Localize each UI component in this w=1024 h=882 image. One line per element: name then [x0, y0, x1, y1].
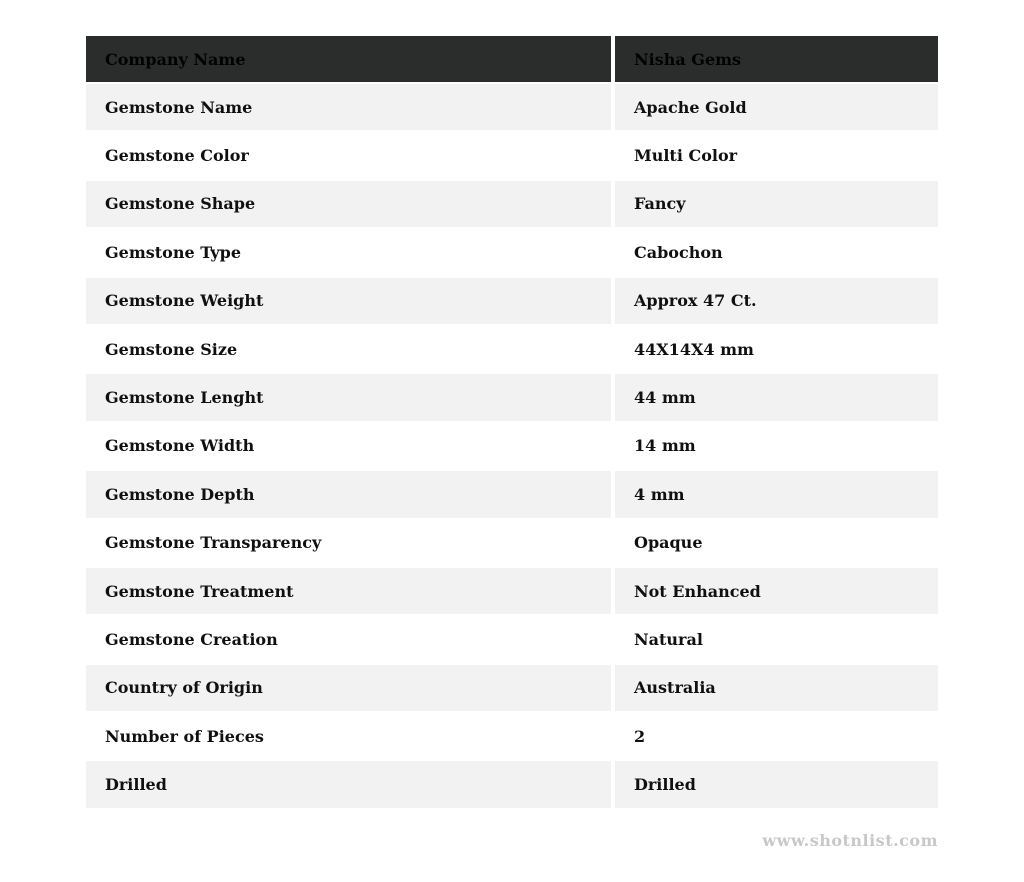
table-row	[86, 713, 938, 759]
row-label: Gemstone Shape	[86, 181, 611, 227]
row-value: Cabochon	[615, 229, 938, 275]
row-value: Apache Gold	[615, 84, 938, 130]
row-label: Number of Pieces	[86, 713, 611, 759]
row-value: Not Enhanced	[615, 568, 938, 614]
row-value: Multi Color	[615, 132, 938, 178]
table-row	[86, 132, 938, 178]
row-value: Natural	[615, 616, 938, 662]
row-label: Gemstone Creation	[86, 616, 611, 662]
table-row	[86, 568, 938, 614]
row-value: Fancy	[615, 181, 938, 227]
row-label: Drilled	[86, 761, 611, 807]
row-label: Gemstone Depth	[86, 471, 611, 517]
table-row	[86, 761, 938, 807]
table-row	[86, 84, 938, 130]
watermark-text: www.shotnlist.com	[762, 831, 938, 850]
row-label: Gemstone Type	[86, 229, 611, 275]
row-value: 2	[615, 713, 938, 759]
row-label: Gemstone Color	[86, 132, 611, 178]
table-row	[86, 181, 938, 227]
row-value: Opaque	[615, 520, 938, 566]
table-row	[86, 423, 938, 469]
table-row	[86, 471, 938, 517]
row-value: 4 mm	[615, 471, 938, 517]
table-row	[86, 665, 938, 711]
row-label: Gemstone Width	[86, 423, 611, 469]
row-label: Gemstone Name	[86, 84, 611, 130]
row-value: Drilled	[615, 761, 938, 807]
gemstone-spec-table	[86, 36, 938, 808]
table-row	[86, 278, 938, 324]
table-row	[86, 229, 938, 275]
row-value: 44X14X4 mm	[615, 326, 938, 372]
row-value: Approx 47 Ct.	[615, 278, 938, 324]
table-header-row	[86, 36, 938, 82]
table-row	[86, 374, 938, 420]
table-row	[86, 520, 938, 566]
table-row	[86, 326, 938, 372]
row-label: Gemstone Lenght	[86, 374, 611, 420]
header-company-value: Nisha Gems	[615, 36, 938, 82]
row-label: Gemstone Size	[86, 326, 611, 372]
row-label: Gemstone Weight	[86, 278, 611, 324]
table-row	[86, 616, 938, 662]
row-label: Gemstone Transparency	[86, 520, 611, 566]
row-value: 14 mm	[615, 423, 938, 469]
row-label: Country of Origin	[86, 665, 611, 711]
row-value: 44 mm	[615, 374, 938, 420]
row-label: Gemstone Treatment	[86, 568, 611, 614]
row-value: Australia	[615, 665, 938, 711]
header-company-name: Company Name	[86, 36, 611, 82]
spec-rows	[86, 84, 938, 808]
